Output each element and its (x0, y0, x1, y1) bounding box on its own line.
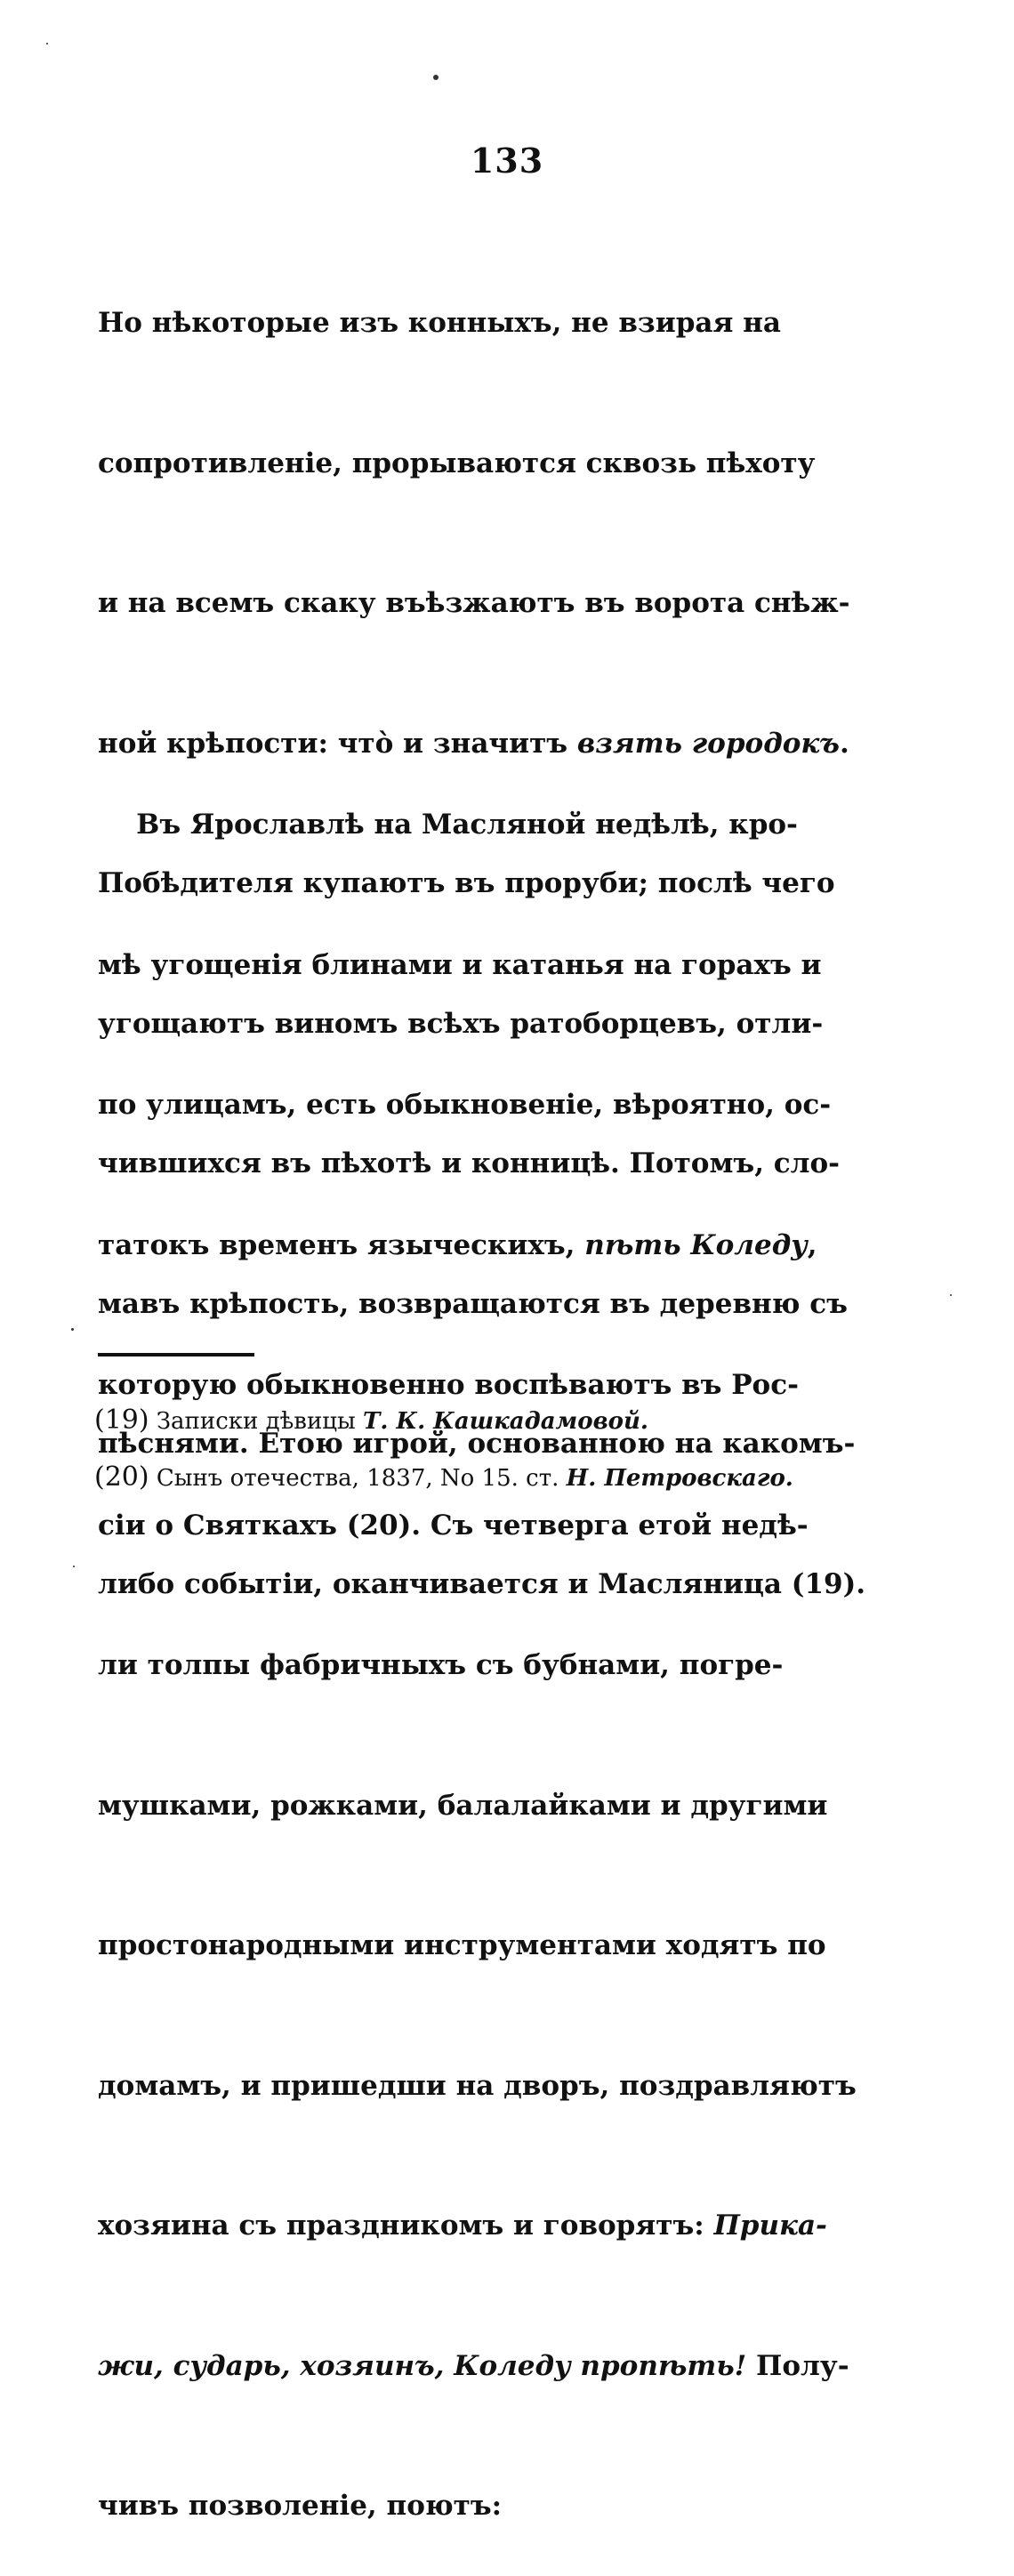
text-segment: Но нѣкоторые изъ конныхъ, не взирая на (98, 307, 781, 339)
text-segment: сопротивленіе, прорываются сквозь пѣхоту (98, 447, 816, 479)
text-segment: хозяина съ праздникомъ и говорятъ: (98, 2210, 714, 2242)
text-segment: мавъ крѣпость, возвращаются въ деревню съ (98, 1287, 848, 1320)
text-line (98, 1783, 881, 1830)
text-segment: угощаютъ виномъ всѣхъ ратоборцевъ, отли- (98, 1007, 824, 1040)
footnote-mark: (19) (94, 1405, 149, 1436)
text-segment: простонародными инструментами ходятъ по (98, 1929, 826, 1961)
text-segment: чивъ позволеніе, поютъ: (98, 2490, 503, 2522)
text-line (98, 2483, 881, 2530)
scan-speck (950, 1294, 952, 1296)
footnote-19 (94, 1392, 895, 1450)
scan-speck (73, 1566, 75, 1567)
text-segment: Побѣдителя купаютъ въ проруби; послѣ чего (98, 867, 835, 899)
footnote-text: Записки дѣвицы (149, 1408, 363, 1435)
text-segment: которую обыкновенно воспѣваютъ въ Рос- (98, 1369, 799, 1401)
text-line (98, 942, 881, 989)
footnote-author: Н. Петровскаго. (566, 1465, 793, 1492)
text-line (98, 300, 881, 347)
text-segment: , (807, 1228, 817, 1261)
text-segment: . (839, 727, 849, 760)
text-segment: мушками, рожками, балалайками и другими (98, 1789, 828, 1822)
text-line (98, 2202, 881, 2250)
scan-speck (433, 75, 439, 80)
text-segment: чившихся въ пѣхотѣ и конницѣ. Потомъ, сло- (98, 1147, 841, 1179)
text-line (98, 801, 881, 849)
italic-phrase: Прика- (713, 2210, 827, 2242)
text-segment: ной крѣпости: что̀ и значитъ (98, 727, 577, 760)
footnote-text: Сынъ отечества, 1837, No 15. ст. (149, 1465, 567, 1492)
text-line (98, 440, 881, 487)
footnote-mark: (20) (94, 1461, 149, 1493)
text-segment: и на всемъ скаку въѣзжаютъ въ ворота снѣж- (98, 587, 850, 619)
text-segment: Въ Ярославлѣ на Масляной недѣлѣ, кро- (98, 809, 798, 841)
text-line (98, 1082, 881, 1129)
scan-speck (46, 43, 48, 44)
text-segment: татокъ временъ языческихъ, (98, 1228, 585, 1261)
text-line (98, 580, 881, 627)
text-line (98, 1922, 881, 1969)
text-segment: Полу- (746, 2349, 849, 2382)
page-number: 133 (470, 141, 544, 181)
footnote-20 (94, 1449, 895, 1507)
text-line (98, 1502, 881, 1550)
paragraph-2 (98, 708, 881, 2576)
footnote-author: Т. К. Кашкадамовой. (362, 1408, 648, 1435)
scan-speck (71, 1328, 74, 1331)
text-line (98, 2343, 881, 2390)
italic-phrase: жи, сударь, хозяинъ, Коледу пропѣть! (98, 2349, 747, 2382)
italic-phrase: пѣть Коледу (584, 1228, 808, 1261)
text-segment: либо событіи, оканчивается и Масляница (19). (98, 1567, 866, 1600)
text-segment: пѣснями. Етою игрой, основанною на какомъ- (98, 1428, 856, 1460)
italic-phrase: взять городокъ (576, 727, 840, 760)
text-line (98, 1222, 881, 1269)
footnote-divider (98, 1353, 254, 1356)
text-line (98, 2063, 881, 2110)
text-segment: ли толпы фабричныхъ съ бубнами, погре- (98, 1649, 784, 1681)
text-segment: мѣ угощенія блинами и катанья на горахъ и (98, 948, 822, 981)
text-segment: сіи о Святкахъ (20). Съ четверга етой недѣ- (98, 1509, 809, 1542)
text-segment: по улицамъ, есть обыкновеніе, вѣроятно, ос- (98, 1089, 832, 1121)
text-segment: домамъ, и пришедши на дворъ, поздравляютъ (98, 2069, 857, 2102)
